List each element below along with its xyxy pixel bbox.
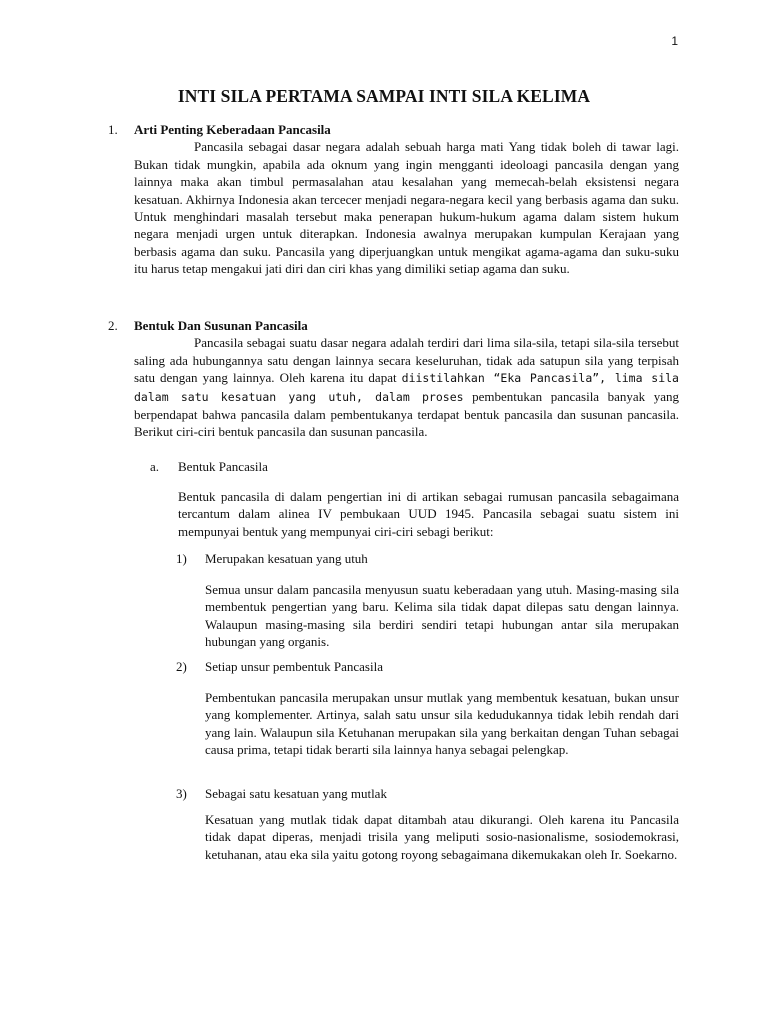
page-number: 1 — [671, 34, 678, 48]
section-1 — [108, 121, 679, 278]
section-1-heading: Arti Penting Keberadaan Pancasila — [134, 122, 331, 137]
section-1-header — [108, 121, 679, 138]
item-3-number: 3) — [176, 786, 187, 801]
section-2-body-part-2: pembentukan pancasila banyak yang berpendapat bahwa pancasila dalam pembentukanya terdapat bentuk pancasila dan susunan pancasila. Berikut ciri-ciri bentuk pancasila dan susunan pancasila. — [134, 388, 680, 440]
item-1-heading: Merupakan kesatuan yang utuh — [205, 551, 368, 566]
item-2-heading: Setiap unsur pembentuk Pancasila — [205, 659, 383, 674]
subsection-a-body: Bentuk pancasila di dalam pengertian ini di artikan sebagai rumusan pancasila sebagaimana tercantum dalam alinea IV pembukaan UUD 1945. Pancasila sebagai suatu sistem ini mempunyai bentuk yang mempunyai ciri-ciri sebagi berikut: — [178, 489, 679, 539]
page-title: INTI SILA PERTAMA SAMPAI INTI SILA KELIMA — [177, 86, 591, 106]
item-1-number: 1) — [176, 551, 187, 566]
subsection-a — [150, 458, 679, 475]
item-2-header — [176, 658, 383, 675]
section-2-body-part-1: Pancasila sebagai suatu dasar negara adalah terdiri dari lima sila-sila, tetapi sila-sila tersebut saling ada hubungannya satu dengan lainnya secara keseluruhan, tidak ada satupun sila yang terpisah satu dengan yang lainnya. Oleh karena itu dapat — [134, 335, 679, 386]
section-1-body: Pancasila sebagai dasar negara adalah sebuah harga mati Yang tidak boleh di tawar lagi. Bukan tidak mungkin, apabila ada oknum yang ingin mengganti ideoloagi pancasila dengan yang lainnya maka akan timbul permasalahan atau kesalahan yang memecah-belah eksistensi negara kesatuan. Akhirnya Indonesia akan tercecer menjadi negara-negara kecil yang berbasis agama dan suku. Untuk menghindari masalah tersebut maka penerapan hukum-hukum agama dalam sistem hukum negara menjadi urgen untuk diterapkan. Indonesia awalnya merupakan kumpulan Kerajaan yang berbasis agama dan suku. Pancasila yang diperjuangkan untuk mengikat agama-agama dan suku-suku itu harus tetap mengakui jati diri dan ciri khas yang dimiliki setiap agama dan suku. — [134, 139, 679, 277]
section-2-number: 2. — [108, 318, 118, 333]
item-2-number: 2) — [176, 659, 187, 674]
item-3-heading: Sebagai satu kesatuan yang mutlak — [205, 786, 387, 801]
section-2 — [108, 317, 679, 441]
item-3-body: Kesatuan yang mutlak tidak dapat ditambah atau dikurangi. Oleh karena itu Pancasila tidak dapat diperas, menjadi trisila yang meliputi sosio-nasionalisme, sosiodemokrasi, ketuhanan, atau eka sila yaitu gotong royong sebagaimana dikemukakan oleh Ir. Soekarno. — [205, 812, 679, 862]
subsection-a-header — [150, 458, 679, 475]
item-1-body: Semua unsur dalam pancasila menyusun suatu keberadaan yang utuh. Masing-masing sila membentuk pengertian yang baru. Kelima sila tidak dapat dilepas satu dengan lainnya. Walaupun masing-masing sila berdiri sendiri tetapi hubungan antar sila merupakan hubungan yang organis. — [205, 582, 679, 650]
subsection-a-heading: Bentuk Pancasila — [178, 459, 268, 474]
section-2-header — [108, 317, 679, 334]
item-1-header — [176, 550, 368, 567]
section-1-number: 1. — [108, 122, 118, 137]
section-2-body — [134, 334, 679, 440]
section-2-heading: Bentuk Dan Susunan Pancasila — [134, 318, 308, 333]
item-3-header — [176, 785, 387, 802]
section-2-body-term: diistilahkan “Eka Pancasila”, lima sila dalam satu kesatuan yang utuh, dalam proses — [134, 371, 679, 404]
item-2-body: Pembentukan pancasila merupakan unsur mutlak yang membentuk kesatuan, bukan unsur yang komplementer. Artinya, salah satu unsur sila kedudukannya tidak lebih rendah dari yang lain. Walaupun sila Ketuhanan merupakan sila yang berkaitan dengan Tuhan sebagai causa prima, tetapi tidak berarti sila lainnya hanya sebagai pelengkap. — [205, 690, 679, 758]
subsection-a-letter: a. — [150, 459, 160, 474]
